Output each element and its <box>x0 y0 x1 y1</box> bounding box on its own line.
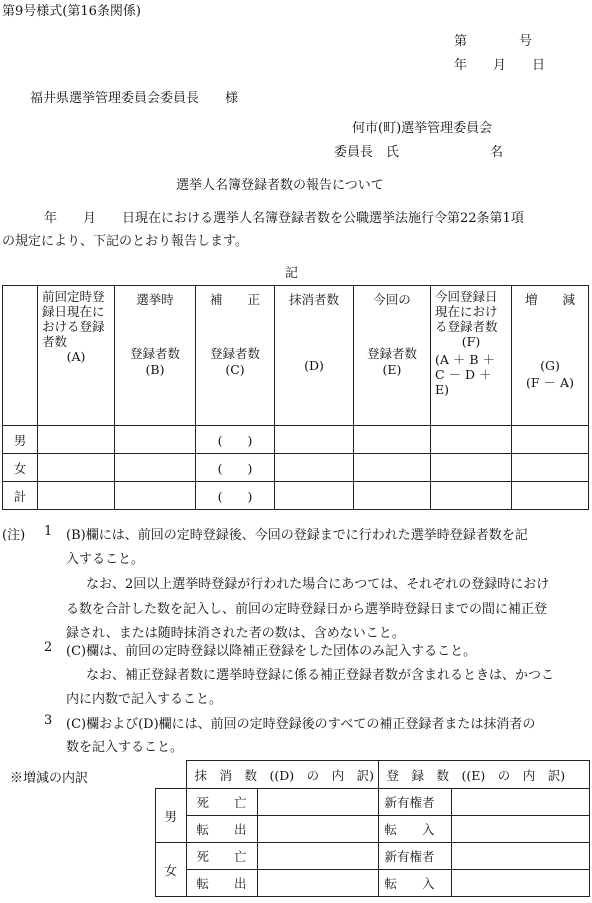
breakdown-corner-cell <box>156 761 187 789</box>
newvoter-label-women: 新有権者 <box>378 843 451 870</box>
breakdown-row-men: 男 <box>156 789 187 843</box>
movein-cell-men[interactable] <box>451 816 590 843</box>
cell-total-d[interactable] <box>275 482 354 510</box>
notes-label: (注) <box>2 528 26 543</box>
moveout-cell-women[interactable] <box>257 870 378 897</box>
note-1-line-5: 録され、または随時抹消された者の数は、含めないこと。 <box>66 626 405 641</box>
header-col-g-top: 増 減 <box>524 292 575 307</box>
death-cell-women[interactable] <box>257 843 378 870</box>
cell-women-d[interactable] <box>275 454 354 482</box>
header-col-c-bottom: 登録者数 <box>209 346 260 361</box>
cell-men-f[interactable] <box>431 426 512 454</box>
document-number-label: 第 号 <box>454 34 533 49</box>
note-2-line-3: 内に内数で記入すること。 <box>66 692 223 707</box>
table-row <box>156 816 590 843</box>
movein-cell-women[interactable] <box>451 870 590 897</box>
movein-label-men: 転 入 <box>378 816 451 843</box>
cell-men-c[interactable]: ( ) <box>196 426 275 454</box>
cell-men-a[interactable] <box>38 426 115 454</box>
death-label-men: 死 亡 <box>186 789 257 816</box>
note-3-line-2: 数を記入すること。 <box>66 740 184 755</box>
cell-men-d[interactable] <box>275 426 354 454</box>
cell-total-e[interactable] <box>354 482 431 510</box>
breakdown-row-women: 女 <box>156 843 187 897</box>
breakdown-table <box>155 760 590 897</box>
header-col-a <box>38 286 115 426</box>
table-row <box>156 843 590 870</box>
erase-header: 抹 消 数 ((D) の 内 訳) <box>186 761 378 789</box>
cell-total-c[interactable]: ( ) <box>196 482 275 510</box>
addressee: 福井県選挙管理委員会委員長 様 <box>30 91 239 106</box>
note-1-line-3: なお、2回以上選挙時登録が行われた場合にあつては、それぞれの登録時におけ <box>86 577 550 592</box>
cell-women-a[interactable] <box>38 454 115 482</box>
document-title: 選挙人名簿登録者数の報告について <box>176 178 384 193</box>
date-label: 年 月 日 <box>454 58 546 73</box>
header-col-g <box>512 286 589 426</box>
moveout-cell-men[interactable] <box>257 816 378 843</box>
note-3-line-1: (C)欄および(D)欄には、前回の定時登録後のすべての補正登録者または抹消者の <box>66 717 536 732</box>
register-header: 登 録 数 ((E) の 内 訳) <box>378 761 590 789</box>
header-col-d-code: (D) <box>304 358 324 373</box>
newvoter-label-men: 新有権者 <box>378 789 451 816</box>
newvoter-cell-men[interactable] <box>451 789 590 816</box>
header-col-e-bottom: 登録者数 <box>366 346 417 361</box>
header-col-b <box>115 286 196 426</box>
cell-total-f[interactable] <box>431 482 512 510</box>
body-text-line-1: 年 月 日現在における選挙人名簿登録者数を公職選挙法施行令第22条第1項 <box>44 211 524 226</box>
ki-heading: 記 <box>285 266 299 281</box>
header-col-g-code: (G) <box>540 358 560 373</box>
newvoter-cell-women[interactable] <box>451 843 590 870</box>
table-row <box>156 870 590 897</box>
row-label-men: 男 <box>3 426 38 454</box>
header-col-e-code: (E) <box>382 362 402 377</box>
cell-total-a[interactable] <box>38 482 115 510</box>
header-col-e <box>354 286 431 426</box>
count-table <box>2 285 589 510</box>
sender-name: 委員長 氏 名 <box>334 145 504 160</box>
cell-women-f[interactable] <box>431 454 512 482</box>
note-3-number: 3 <box>44 713 53 728</box>
cell-women-c[interactable]: ( ) <box>196 454 275 482</box>
header-col-d <box>275 286 354 426</box>
header-col-f <box>431 286 512 426</box>
cell-women-e[interactable] <box>354 454 431 482</box>
header-col-a-label: 前回定時登録日現在における登録者数 <box>42 289 105 349</box>
row-label-women: 女 <box>3 454 38 482</box>
header-col-d-top: 抹消者数 <box>288 292 339 307</box>
note-1-line-1: (B)欄には、前回の定時登録後、今回の登録までに行われた選挙時登録者数を記 <box>66 528 528 543</box>
sender-organization: 何市(町)選挙管理委員会 <box>352 121 493 136</box>
cell-women-g[interactable] <box>512 454 589 482</box>
header-col-g-formula: (F － A) <box>526 375 574 390</box>
header-corner-cell <box>3 286 38 426</box>
moveout-label-women: 転 出 <box>186 870 257 897</box>
table-row <box>3 482 589 510</box>
header-col-b-bottom: 登録者数 <box>129 346 180 361</box>
cell-men-e[interactable] <box>354 426 431 454</box>
cell-total-b[interactable] <box>115 482 196 510</box>
movein-label-women: 転 入 <box>378 870 451 897</box>
cell-men-b[interactable] <box>115 426 196 454</box>
table-row <box>156 789 590 816</box>
table-row <box>3 426 589 454</box>
note-2-line-2: なお、補正登録者数に選挙時登録に係る補正登録者数が含まれるときは、かつこ <box>86 668 555 683</box>
form-number: 第9号様式(第16条関係) <box>2 4 141 19</box>
header-col-f-formula: (A ＋ B ＋ C － D ＋ E) <box>435 352 496 397</box>
header-col-b-top: 選挙時 <box>136 292 174 307</box>
note-2-number: 2 <box>44 640 53 655</box>
header-col-c <box>196 286 275 426</box>
body-text-line-2: の規定により、下記のとおり報告します。 <box>2 234 248 249</box>
note-1-line-4: る数を合計した数を記入し、前回の定時登録日から選挙時登録日までの間に補正登 <box>66 602 548 617</box>
death-label-women: 死 亡 <box>186 843 257 870</box>
row-label-total: 計 <box>3 482 38 510</box>
header-col-e-top: 今回の <box>373 292 411 307</box>
header-col-f-label: 今回登録日現在における登録者数 <box>435 289 498 334</box>
breakdown-label: ※増減の内訳 <box>10 771 89 786</box>
death-cell-men[interactable] <box>257 789 378 816</box>
header-col-a-code: (A) <box>66 349 86 364</box>
header-col-c-top: 補 正 <box>209 292 260 307</box>
cell-women-b[interactable] <box>115 454 196 482</box>
moveout-label-men: 転 出 <box>186 816 257 843</box>
note-1-line-2: 入すること。 <box>66 552 145 567</box>
table-row <box>3 454 589 482</box>
header-col-c-code: (C) <box>225 362 245 377</box>
note-1-number: 1 <box>44 524 53 539</box>
note-2-line-1: (C)欄は、前回の定時登録以降補正登録をした団体のみ記入すること。 <box>66 644 477 659</box>
cell-total-g[interactable] <box>512 482 589 510</box>
header-col-b-code: (B) <box>145 362 165 377</box>
cell-men-g[interactable] <box>512 426 589 454</box>
header-col-f-code: (F) <box>461 334 481 349</box>
